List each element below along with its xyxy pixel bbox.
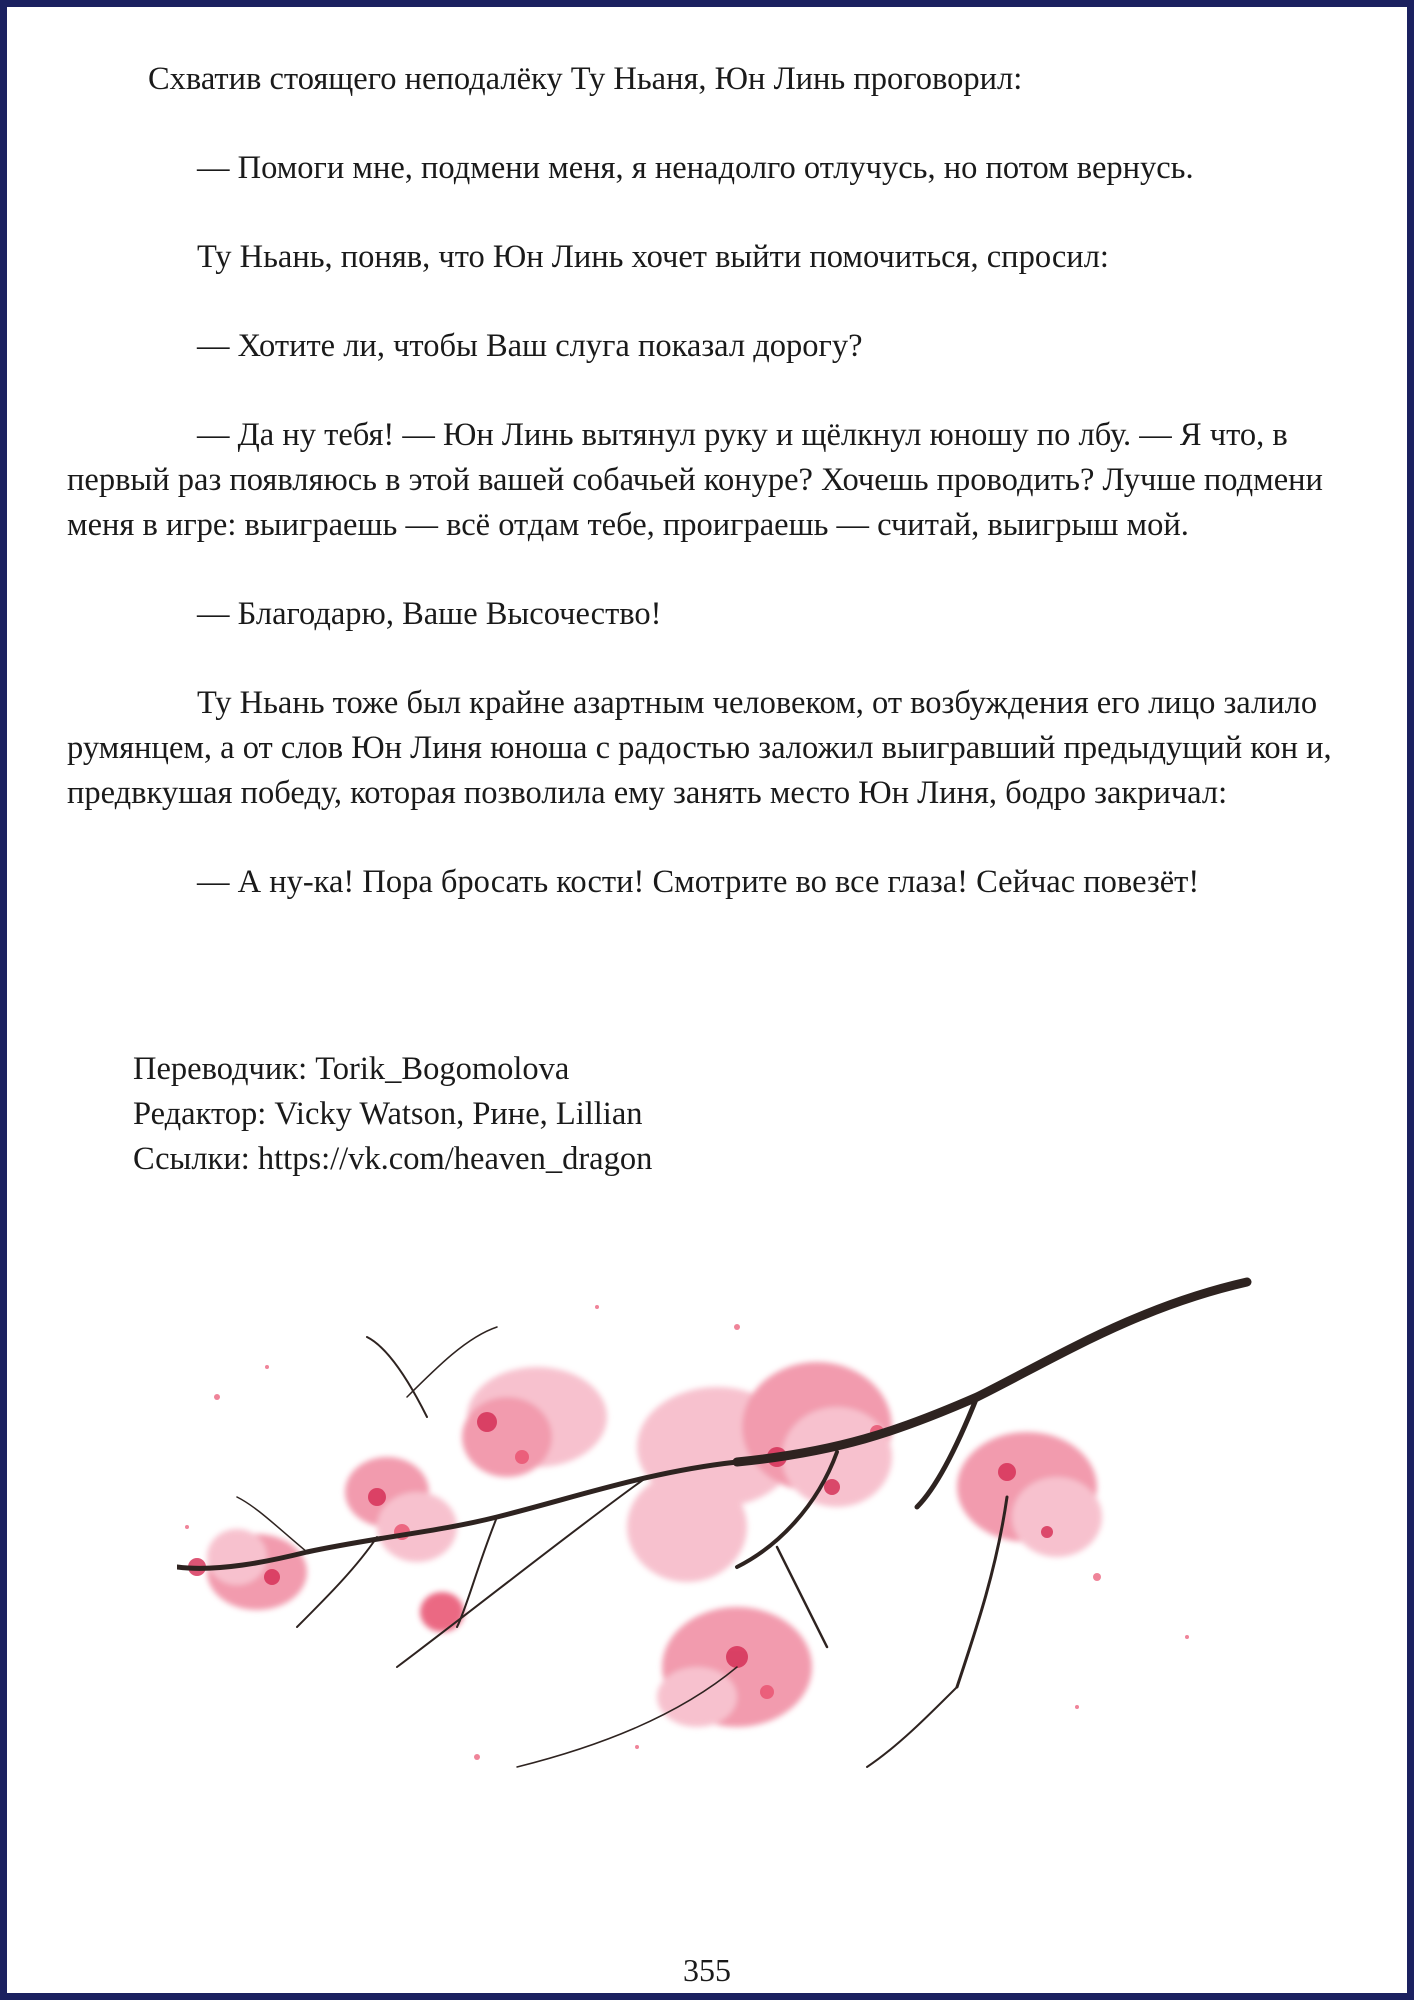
paragraph-2: — Помоги мне, подмени меня, я ненадолго отлучусь, но потом вернусь. bbox=[197, 150, 1194, 186]
credit-links: Ссылки: https://vk.com/heaven_dragon bbox=[133, 1141, 653, 1177]
paragraph-1: Схватив стоящего неподалёку Ту Ньаня, Юн Линь проговорил: bbox=[148, 61, 1023, 97]
page-number: 355 bbox=[683, 1952, 731, 1988]
body-text bbox=[67, 57, 1367, 949]
cherry-blossom-branch-icon bbox=[177, 1247, 1257, 1807]
paragraph-5: — Да ну тебя! — Юн Линь вытянул руку и щёлкнул юношу по лбу. — Я что, в первый раз появляюсь в этой вашей собачьей конуре? Хочешь проводить? Лучше подмени меня в игре: выиграешь — всё отдам тебе, проиграешь — считай, выигрыш мой. bbox=[67, 417, 1323, 543]
paragraph-8: — А ну-ка! Пора бросать кости! Смотрите во все глаза! Сейчас повезёт! bbox=[197, 864, 1200, 900]
credit-editor: Редактор: Vicky Watson, Рине, Lillian bbox=[133, 1096, 643, 1132]
credits-block bbox=[133, 1047, 652, 1182]
blossom-accents bbox=[188, 1412, 1053, 1699]
paragraph-7: Ту Ньань тоже был крайне азартным человеком, от возбуждения его лицо залило румянцем, а от слов Юн Линя юноша с радостью заложил выигравший предыдущий кон и, предвкушая победу, которая позволила ему занять место Юн Линя, бодро закричал: bbox=[67, 685, 1332, 811]
paragraph-4: — Хотите ли, чтобы Ваш слуга показал дорогу? bbox=[197, 328, 863, 364]
paragraph-6: — Благодарю, Ваше Высочество! bbox=[197, 596, 662, 632]
paragraph-3: Ту Ньань, поняв, что Юн Линь хочет выйти помочиться, спросил: bbox=[197, 239, 1109, 275]
credit-translator: Переводчик: Torik_Bogomolova bbox=[133, 1051, 570, 1087]
